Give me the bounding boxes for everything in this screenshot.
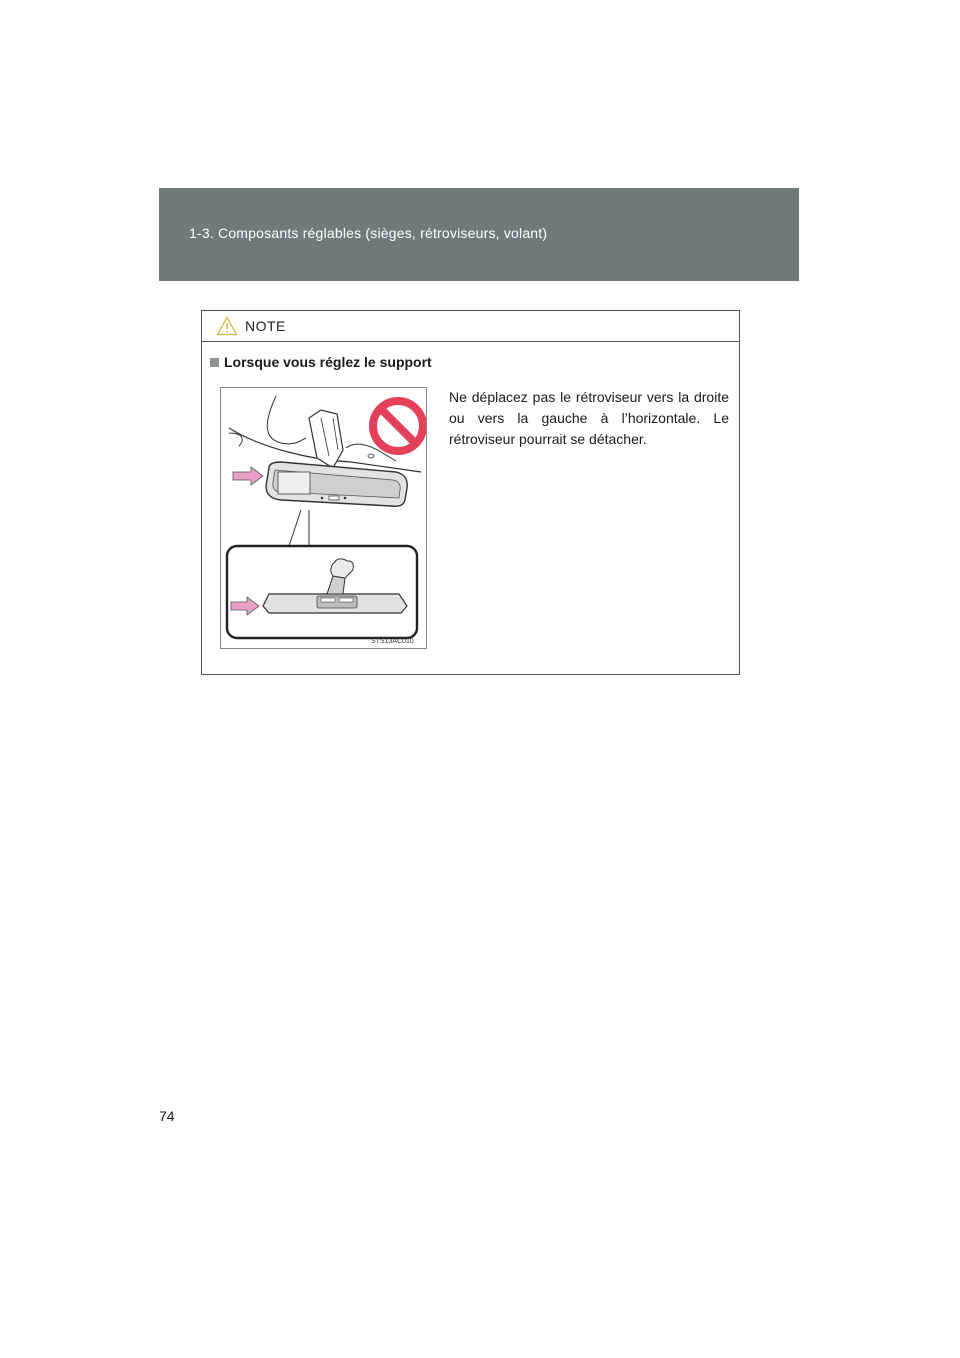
note-box [201,310,740,675]
square-bullet-icon [210,358,219,367]
section-header-band [159,188,799,281]
prohibited-icon [373,401,423,451]
section-title: 1-3. Composants réglables (sièges, rétroviseurs, volant) [189,225,548,241]
note-paragraph: Ne déplacez pas le rétroviseur vers la droite ou vers la gauche à l’horizontale. Le rétroviseur pourrait se détacher. [449,389,729,447]
mirror-illustration-svg [221,388,426,648]
push-arrow-icon [233,467,263,485]
illustration-code: STS13AC010 [371,638,414,645]
page-number: 74 [159,1108,175,1124]
mirror-illustration [220,387,427,649]
warning-triangle-icon [216,316,238,336]
note-heading-text: Lorsque vous réglez le support [224,354,432,370]
note-title: NOTE [245,318,286,334]
note-heading [210,354,432,370]
note-header [202,311,739,342]
